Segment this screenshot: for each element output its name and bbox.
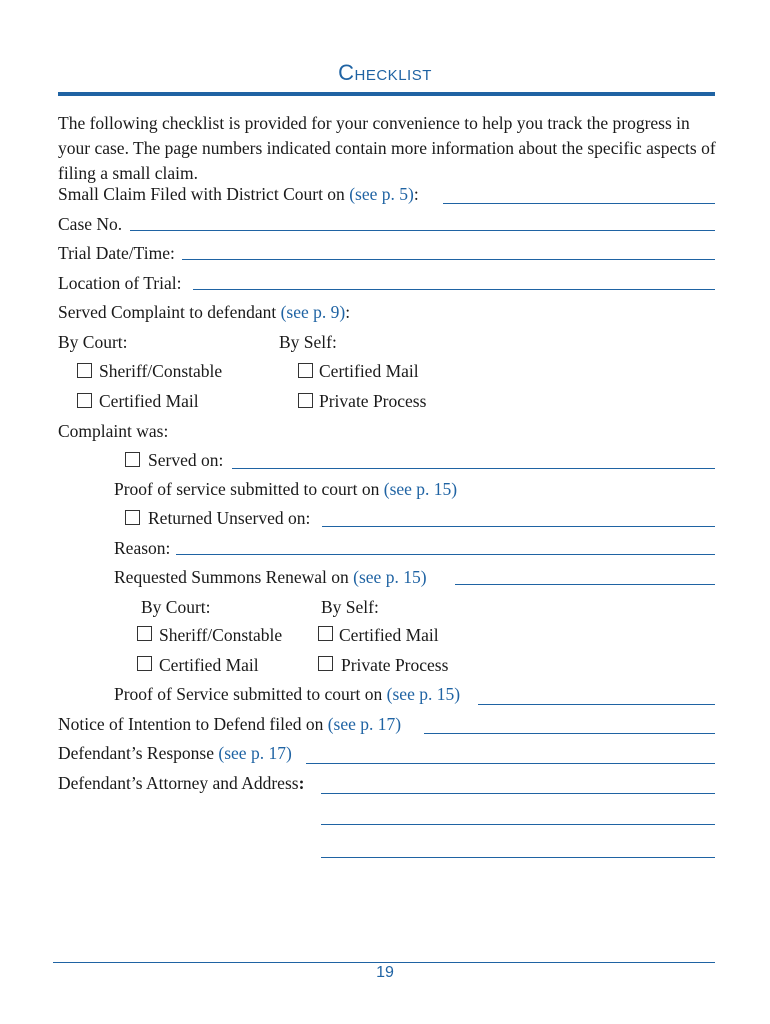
sheriff-constable-checkbox[interactable]: [77, 363, 92, 378]
notice-intention-date-field[interactable]: [424, 733, 715, 734]
summons-renewal-date-field[interactable]: [455, 584, 715, 585]
served-on-checkbox[interactable]: [125, 452, 140, 467]
defendant-response-field[interactable]: [306, 763, 715, 764]
defendant-attorney-label: Defendant’s Attorney and Address:: [58, 773, 305, 793]
trial-location-label: Location of Trial:: [58, 273, 182, 293]
trial-date-field[interactable]: [182, 259, 715, 260]
returned-unserved-label: Returned Unserved on:: [148, 508, 311, 528]
court-certified-mail-label: Certified Mail: [99, 391, 199, 411]
served-on-label: Served on:: [148, 450, 224, 470]
renewal-private-process-label: Private Process: [341, 655, 449, 675]
small-claim-label: Small Claim Filed with District Court on (see p. 5):: [58, 184, 419, 204]
complaint-was-label: Complaint was:: [58, 421, 169, 441]
by-court-label: By Court:: [58, 332, 128, 352]
self-certified-mail-label: Certified Mail: [319, 361, 419, 381]
proof-service-2-label: Proof of Service submitted to court on (see p. 15): [114, 684, 461, 704]
intro-paragraph: The following checklist is provided for your convenience to help you track the progress in your case. The page numbers indicated contain more information about the specific aspects of filing a small claim.: [58, 113, 716, 183]
case-no-label: Case No.: [58, 214, 123, 234]
see-page-link[interactable]: (see p. 17): [218, 743, 292, 763]
see-page-link[interactable]: (see p. 15): [353, 567, 427, 587]
returned-unserved-checkbox[interactable]: [125, 510, 140, 525]
renewal-by-court-label: By Court:: [141, 597, 211, 617]
defendant-response-label: Defendant’s Response (see p. 17): [58, 743, 292, 763]
by-self-label: By Self:: [279, 332, 337, 352]
court-certified-mail-checkbox[interactable]: [77, 393, 92, 408]
notice-intention-label: Notice of Intention to Defend filed on (see p. 17): [58, 714, 402, 734]
private-process-checkbox[interactable]: [298, 393, 313, 408]
see-page-link[interactable]: (see p. 17): [327, 714, 402, 734]
header-rule: [58, 92, 715, 96]
page-title: CHECKLIST: [338, 60, 432, 85]
trial-location-field[interactable]: [193, 289, 715, 290]
renewal-sheriff-checkbox[interactable]: [137, 626, 152, 641]
renewal-sheriff-label: Sheriff/Constable: [159, 625, 283, 645]
page-number: 19: [376, 964, 394, 981]
sheriff-constable-label: Sheriff/Constable: [99, 361, 223, 381]
reason-label: Reason:: [114, 538, 171, 558]
proof-service-2-date-field[interactable]: [478, 704, 715, 705]
footer-rule: [53, 962, 715, 963]
see-page-link[interactable]: (see p. 15): [386, 684, 461, 704]
private-process-label: Private Process: [319, 391, 427, 411]
reason-field[interactable]: [176, 554, 715, 555]
see-page-link[interactable]: (see p. 15): [383, 479, 458, 499]
see-page-link[interactable]: (see p. 5): [349, 184, 414, 204]
served-on-date-field[interactable]: [232, 468, 715, 469]
served-complaint-label: Served Complaint to defendant (see p. 9):: [58, 302, 351, 322]
self-certified-mail-checkbox[interactable]: [298, 363, 313, 378]
returned-unserved-date-field[interactable]: [322, 526, 715, 527]
renewal-court-certified-checkbox[interactable]: [137, 656, 152, 671]
renewal-private-process-checkbox[interactable]: [318, 656, 333, 671]
renewal-self-certified-label: Certified Mail: [339, 625, 439, 645]
attorney-address-line-1[interactable]: [321, 793, 715, 794]
case-no-field[interactable]: [130, 230, 715, 231]
renewal-self-certified-checkbox[interactable]: [318, 626, 333, 641]
attorney-address-line-3[interactable]: [321, 857, 715, 858]
proof-service-label: Proof of service submitted to court on (see p. 15): [114, 479, 458, 499]
small-claim-date-field[interactable]: [443, 203, 715, 204]
renewal-court-certified-label: Certified Mail: [159, 655, 259, 675]
renewal-by-self-label: By Self:: [321, 597, 379, 617]
see-page-link[interactable]: (see p. 9): [280, 302, 346, 322]
summons-renewal-label: Requested Summons Renewal on (see p. 15): [114, 567, 427, 587]
attorney-address-line-2[interactable]: [321, 824, 715, 825]
trial-date-label: Trial Date/Time:: [58, 243, 175, 263]
